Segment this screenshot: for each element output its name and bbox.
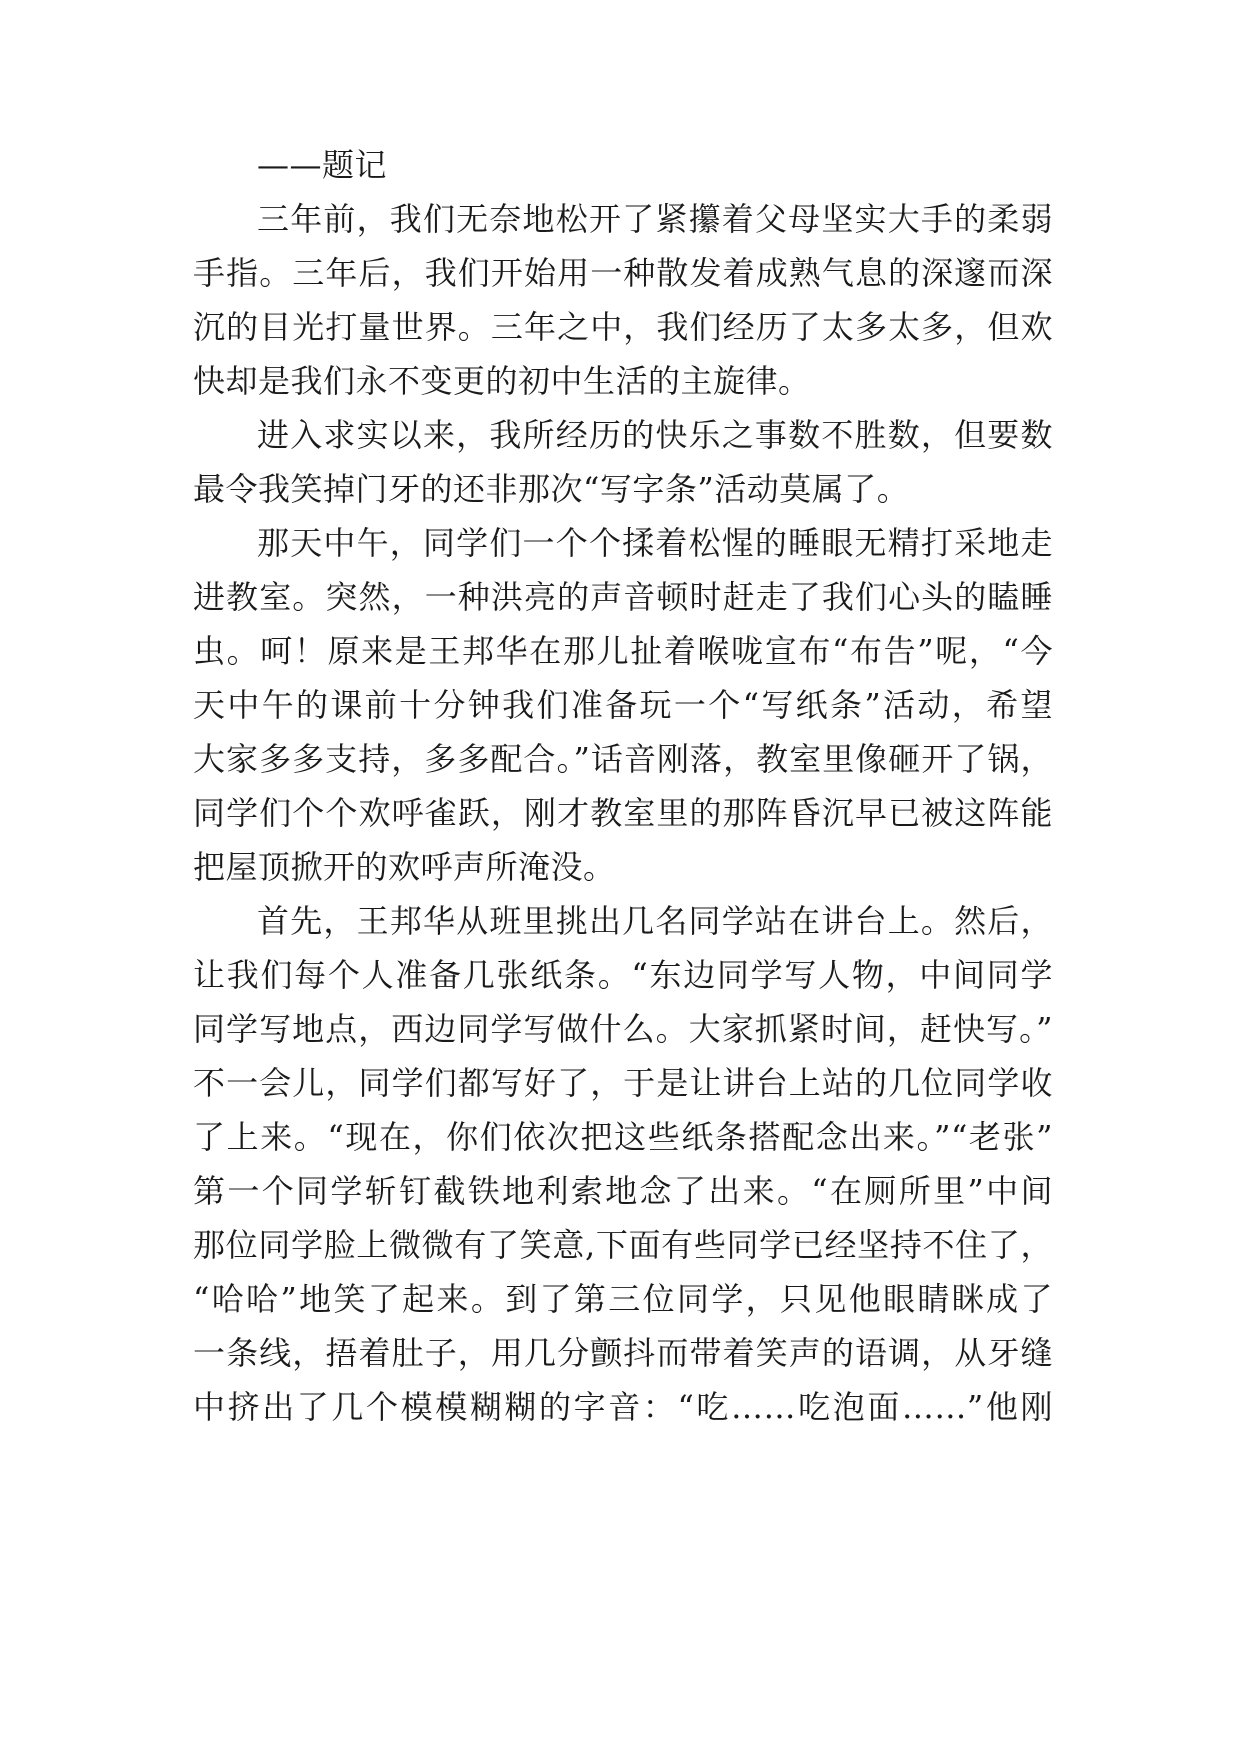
text-line: 进教室。突然，一种洪亮的声音顿时赶走了我们心头的瞌睡 bbox=[193, 578, 1053, 616]
text-line: 快却是我们永不变更的初中生活的主旋律。 bbox=[193, 362, 811, 400]
text-line: 大家多多支持，多多配合。”话音刚落，教室里像砸开了锅， bbox=[193, 740, 1053, 778]
text-line: 首先，王邦华从班里挑出几名同学站在讲台上。然后， bbox=[257, 902, 1053, 940]
text-line: “哈哈”地笑了起来。到了第三位同学，只见他眼睛眯成了 bbox=[193, 1280, 1053, 1318]
text-line: 沉的目光打量世界。三年之中，我们经历了太多太多，但欢 bbox=[193, 308, 1053, 346]
text-line: 一条线，捂着肚子，用几分颤抖而带着笑声的语调，从牙缝 bbox=[193, 1334, 1053, 1372]
text-line: 那位同学脸上微微有了笑意,下面有些同学已经坚持不住了， bbox=[193, 1226, 1053, 1264]
text-line: 虫。呵！原来是王邦华在那儿扯着喉咙宣布“布告”呢，“今 bbox=[193, 632, 1053, 670]
text-line: 让我们每个人准备几张纸条。“东边同学写人物，中间同学 bbox=[193, 956, 1053, 994]
text-line: 进入求实以来，我所经历的快乐之事数不胜数，但要数 bbox=[257, 416, 1053, 454]
text-line: 同学们个个欢呼雀跃，刚才教室里的那阵昏沉早已被这阵能 bbox=[193, 794, 1053, 832]
epigraph-attribution: ——题记 bbox=[257, 146, 388, 184]
text-line: 天中午的课前十分钟我们准备玩一个“写纸条”活动，希望 bbox=[193, 686, 1053, 724]
text-line: 第一个同学斩钉截铁地利索地念了出来。“在厕所里”中间 bbox=[193, 1172, 1053, 1210]
text-line: 手指。三年后，我们开始用一种散发着成熟气息的深邃而深 bbox=[193, 254, 1053, 292]
text-line: 那天中午，同学们一个个揉着松惺的睡眼无精打采地走 bbox=[257, 524, 1053, 562]
text-line: 最令我笑掉门牙的还非那次“写字条”活动莫属了。 bbox=[193, 470, 910, 508]
text-line: 同学写地点，西边同学写做什么。大家抓紧时间，赶快写。” bbox=[193, 1010, 1053, 1048]
text-line: 不一会儿，同学们都写好了，于是让讲台上站的几位同学收 bbox=[193, 1064, 1053, 1102]
text-line: 三年前，我们无奈地松开了紧攥着父母坚实大手的柔弱 bbox=[257, 200, 1053, 238]
text-line: 把屋顶掀开的欢呼声所淹没。 bbox=[193, 848, 616, 886]
text-line: 了上来。“现在，你们依次把这些纸条搭配念出来。”“老张” bbox=[193, 1118, 1053, 1156]
text-line: 中挤出了几个模模糊糊的字音：“吃……吃泡面……”他刚 bbox=[193, 1388, 1053, 1426]
